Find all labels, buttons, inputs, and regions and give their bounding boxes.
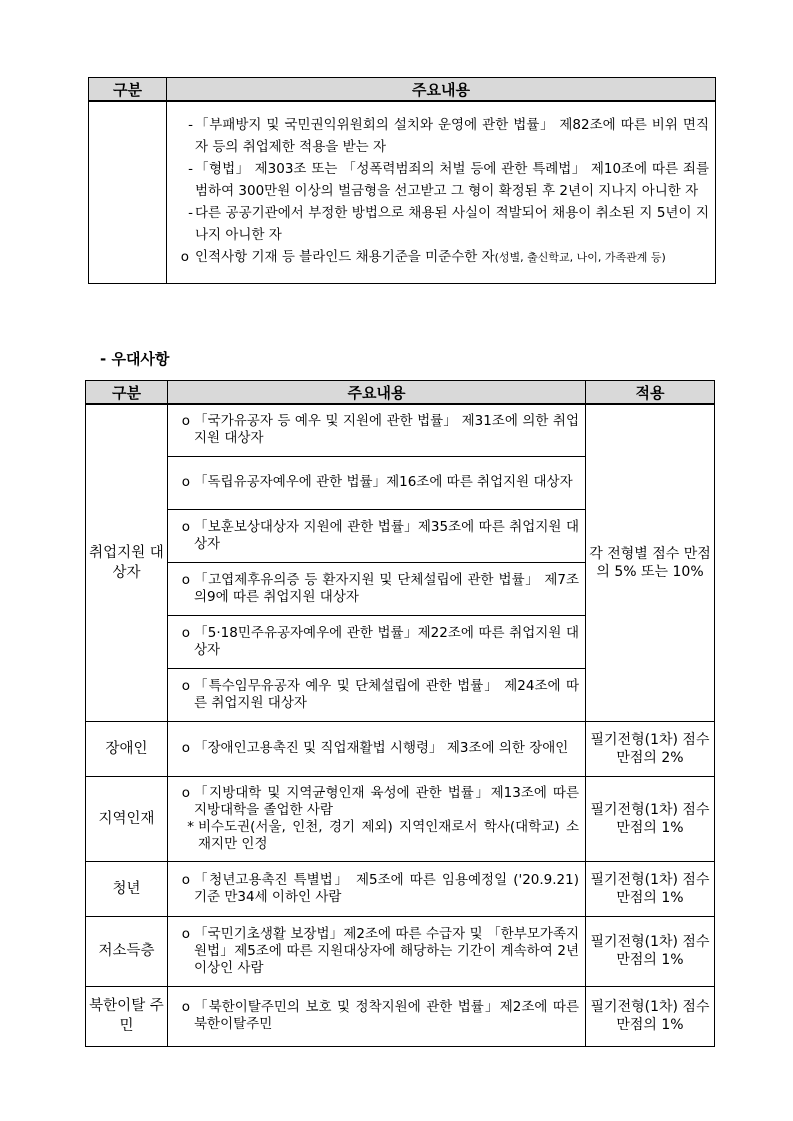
item-text: 「청년고용촉진 특별법」 제5조에 따른 임용예정일 ('20.9.21) 기준 만34세 이하인 사람 bbox=[194, 871, 579, 905]
table-row bbox=[86, 404, 715, 456]
category-cell: 저소득층 bbox=[86, 916, 168, 986]
table-row bbox=[86, 986, 715, 1046]
content-cell bbox=[168, 986, 586, 1046]
table-header-row bbox=[89, 78, 716, 102]
item-text: 「북한이탈주민의 보호 및 정착지원에 관한 법률」제2조에 따른 북한이탈주민 bbox=[194, 999, 579, 1032]
table-header-row bbox=[86, 381, 715, 405]
item-marker: * bbox=[187, 818, 194, 835]
applies-cell: 필기전형(1차) 점수 만점의 1% bbox=[586, 776, 715, 861]
applies-cell: 필기전형(1차) 점수 만점의 1% bbox=[586, 861, 715, 916]
list-item bbox=[168, 678, 579, 712]
item-text: 다른 공공기관에서 부정한 방법으로 채용된 사실이 적발되어 채용이 취소된 지 5년이 지나지 아니한 자 bbox=[195, 205, 709, 243]
item-text: 「보훈보상대상자 지원에 관한 법률」제35조에 따른 취업지원 대상자 bbox=[194, 518, 579, 552]
list-item bbox=[168, 474, 579, 491]
item-text: 「국가유공자 등 예우 및 지원에 관한 법률」 제31조에 의한 취업지원 대상자 bbox=[194, 413, 579, 447]
list-item bbox=[168, 999, 579, 1033]
content-cell bbox=[167, 101, 716, 284]
header-category: 구분 bbox=[89, 78, 167, 102]
list-item bbox=[168, 625, 579, 659]
section-title: - 우대사항 bbox=[100, 350, 170, 368]
list-item bbox=[167, 114, 709, 158]
list-item bbox=[168, 413, 579, 447]
list-item bbox=[168, 926, 579, 977]
content-cell bbox=[168, 668, 586, 721]
applies-cell: 필기전형(1차) 점수 만점의 2% bbox=[586, 721, 715, 776]
item-marker: o bbox=[181, 413, 190, 430]
content-cell bbox=[168, 404, 586, 456]
category-cell bbox=[89, 101, 167, 284]
item-text: 「5·18민주유공자예우에 관한 법률」제22조에 따른 취업지원 대상자 bbox=[194, 624, 579, 658]
table-row bbox=[86, 721, 715, 776]
item-marker: - bbox=[188, 205, 193, 221]
header-content: 주요내용 bbox=[167, 78, 716, 102]
preference-table bbox=[85, 380, 715, 1047]
category-cell: 취업지원 대상자 bbox=[86, 404, 168, 721]
header-applies: 적용 bbox=[586, 381, 715, 405]
header-content: 주요내용 bbox=[168, 381, 586, 405]
item-marker: o bbox=[181, 871, 190, 888]
content-cell bbox=[168, 776, 586, 861]
category-cell: 북한이탈 주민 bbox=[86, 986, 168, 1046]
content-cell bbox=[168, 861, 586, 916]
disqualification-table bbox=[88, 77, 716, 284]
category-cell: 청년 bbox=[86, 861, 168, 916]
item-marker: o bbox=[181, 474, 190, 490]
item-marker: o bbox=[181, 784, 190, 801]
category-cell: 장애인 bbox=[86, 721, 168, 776]
item-marker: o bbox=[181, 518, 190, 535]
list-item bbox=[168, 519, 579, 553]
item-text: 「부패방지 및 국민권익위원회의 설치와 운영에 관한 법률」 제82조에 따른 비위 면직자 등의 취업제한 적용을 받는 자 bbox=[195, 117, 709, 155]
item-marker: o bbox=[181, 677, 190, 694]
header-category: 구분 bbox=[86, 381, 168, 405]
content-cell bbox=[168, 509, 586, 562]
list-item bbox=[168, 572, 579, 606]
item-text: 「국민기초생활 보장법」제2조에 따른 수급자 및 「한부모가족지원법」제5조에 따른 지원대상자에 해당하는 기간이 계속하여 2년 이상인 사람 bbox=[194, 925, 579, 976]
list-item bbox=[168, 872, 579, 906]
item-text: 「지방대학 및 지역균형인재 육성에 관한 법률」제13조에 따른 지방대학을 졸업한 사람 bbox=[194, 784, 579, 818]
table-row bbox=[86, 861, 715, 916]
item-text: 「장애인고용촉진 및 직업재활법 시행령」 제3조에 의한 장애인 bbox=[194, 740, 569, 756]
list-item bbox=[167, 246, 709, 269]
list-item bbox=[168, 819, 579, 853]
list-item bbox=[168, 785, 579, 819]
item-marker: o bbox=[180, 249, 189, 265]
table-row bbox=[89, 101, 716, 284]
item-text: 「고엽제후유의증 등 환자지원 및 단체설립에 관한 법률」 제7조의9에 따른 취업지원 대상자 bbox=[194, 571, 579, 605]
item-text: 「형법」 제303조 또는 「성폭력범죄의 처벌 등에 관한 특례법」 제10조에 따른 죄를 범하여 300만원 이상의 벌금형을 선고받고 그 형이 확정된 후 2년이 지나지 아니한 자 bbox=[195, 161, 709, 199]
item-marker: - bbox=[188, 117, 193, 133]
item-note: (성별, 출신학교, 나이, 가족관계 등) bbox=[494, 251, 666, 264]
item-text-wrap bbox=[195, 246, 709, 269]
item-text: 「특수임무유공자 예우 및 단체설립에 관한 법률」 제24조에 따른 취업지원 대상자 bbox=[194, 677, 579, 711]
applies-cell: 각 전형별 점수 만점의 5% 또는 10% bbox=[586, 404, 715, 721]
item-marker: o bbox=[181, 740, 190, 756]
list-item bbox=[167, 158, 709, 202]
content-cell bbox=[168, 456, 586, 509]
content-cell bbox=[168, 615, 586, 668]
item-marker: o bbox=[181, 571, 190, 588]
list-item bbox=[168, 740, 579, 757]
list-item bbox=[167, 202, 709, 246]
content-cell bbox=[168, 721, 586, 776]
item-text: 인적사항 기재 등 블라인드 채용기준을 미준수한 자 bbox=[195, 249, 495, 265]
table-row bbox=[86, 916, 715, 986]
item-marker: o bbox=[181, 624, 190, 641]
table-row bbox=[86, 776, 715, 861]
applies-cell: 필기전형(1차) 점수 만점의 1% bbox=[586, 916, 715, 986]
applies-cell: 필기전형(1차) 점수 만점의 1% bbox=[586, 986, 715, 1046]
content-cell bbox=[168, 916, 586, 986]
item-marker: - bbox=[188, 161, 193, 177]
item-marker: o bbox=[181, 999, 190, 1015]
item-text: 비수도권(서울, 인천, 경기 제외) 지역인재로서 학사(대학교) 소재지만 인정 bbox=[198, 818, 579, 852]
category-cell: 지역인재 bbox=[86, 776, 168, 861]
item-text: 「독립유공자예우에 관한 법률」제16조에 따른 취업지원 대상자 bbox=[194, 474, 573, 490]
item-marker: o bbox=[181, 925, 190, 942]
content-cell bbox=[168, 562, 586, 615]
